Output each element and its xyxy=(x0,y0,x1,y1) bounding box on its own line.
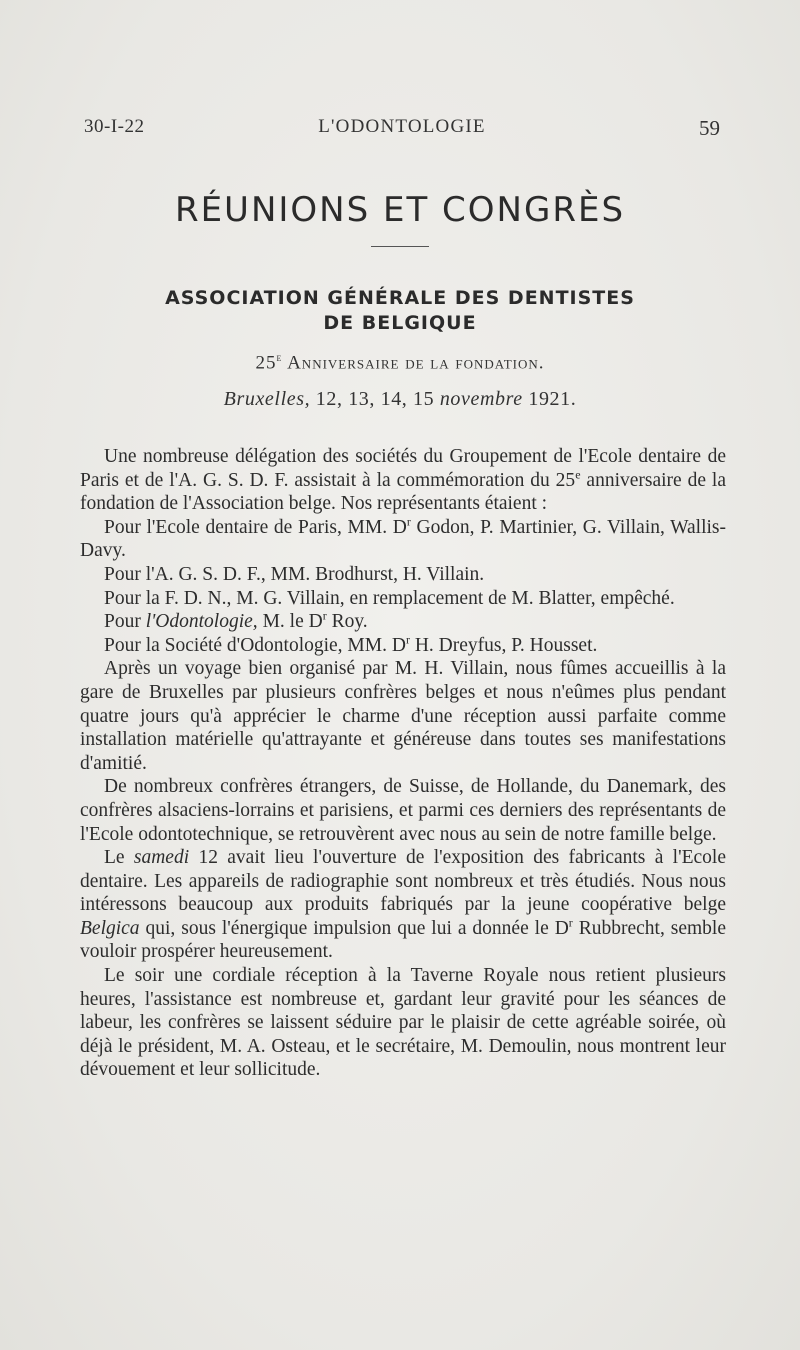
dateline-month: novembre xyxy=(439,388,523,410)
dateline-days: 12, 13, 14, 15 xyxy=(315,388,435,410)
anniversary-line xyxy=(0,352,800,374)
paragraph: Pour l'Ecole dentaire de Paris, MM. $D^r$ Godon, P. Martinier, G. Villain, Wallis-Davy. xyxy=(80,514,727,562)
paragraph: Pour la F. D. N., M. G. Villain, en remplacement de M. Blatter, empêché. xyxy=(104,587,675,609)
anniversary-ordinal: e xyxy=(276,352,283,364)
paragraph: De nombreux confrères étrangers, de Suisse, de Hollande, du Danemark, des confrères alsaciens-lorrains et parisiens, et parmi ces derniers des représentants de l'Ecole odontotechnique, se retrouvèrent avec nous au sein de notre famille belge. xyxy=(80,776,726,845)
section-title: RÉUNIONS ET CONGRÈS xyxy=(174,190,626,230)
anniversary-number: 25 xyxy=(255,352,277,374)
paragraph: Pour la Société d'Odontologie, MM. $D^r$ H. Dreyfus, P. Housset. xyxy=(104,632,598,656)
dateline-year: 1921. xyxy=(528,388,577,410)
anniversary-text: Anniversaire de la fondation. xyxy=(287,352,545,374)
dateline xyxy=(0,388,800,411)
page-number: 59 xyxy=(699,116,720,140)
paragraph: Pour l'Odontologie, M. le $D^r$ Roy. xyxy=(104,608,368,633)
paragraph: Après un voyage bien organisé par M. H. Villain, nous fûmes accueillis à la gare de Bruxelles par plusieurs confrères belges et nous n'eûmes plus pendant quatre jours qu'à apprécier le charme d'une réception aussi parfaite comme installation matérielle qu'attrayante et généreuse dans toutes ses manifestations d'amitié. xyxy=(80,658,726,774)
issue-date: 30-I-22 xyxy=(84,116,145,137)
paragraph: Une nombreuse délégation des sociétés du Groupement de l'Ecole dentaire de Paris et de l'A. G. S. D. F. assistait à la commémoration du 25e anniversaire de la fondation de l'Association belge. Nos représentants étaient : xyxy=(80,446,726,515)
paragraph: Le soir une cordiale réception à la Taverne Royale nous retient plusieurs heures, l'assistance est nombreuse et, gardant leur gravité pour les séances de labeur, les confrères se laissent séduire par le plaisir de cette agréable soirée, où déjà le président, M. A. Osteau, et le secrétaire, M. Demoulin, nous montrent leur dévouement et leur sollicitude. xyxy=(80,965,726,1081)
journal-name: L'ODONTOLOGIE xyxy=(318,116,486,137)
dateline-city: Bruxelles, xyxy=(223,388,311,410)
paragraph: Pour l'A. G. S. D. F., MM. Brodhurst, H. Villain. xyxy=(104,563,485,585)
association-title-line-1: ASSOCIATION GÉNÉRALE DES DENTISTES xyxy=(165,287,635,309)
article-body xyxy=(80,445,726,1082)
paragraph: Le samedi 12 avait lieu l'ouverture de l'exposition des fabricants à l'Ecole dentaire. Les appareils de radiographie sont nombreux et très étudiés. Nous nous intéressons beaucoup aux produits fabriqués par la jeune coopérative belge Belgica qui, sous l'énergique impulsion que lui a donnée le $D^r$ Rubbrecht, semble vouloir prospérer heureusement. xyxy=(80,847,727,963)
running-head xyxy=(84,116,720,140)
association-title-line-2: DE BELGIQUE xyxy=(323,312,477,334)
association-title xyxy=(0,286,800,336)
title-rule xyxy=(371,246,429,247)
